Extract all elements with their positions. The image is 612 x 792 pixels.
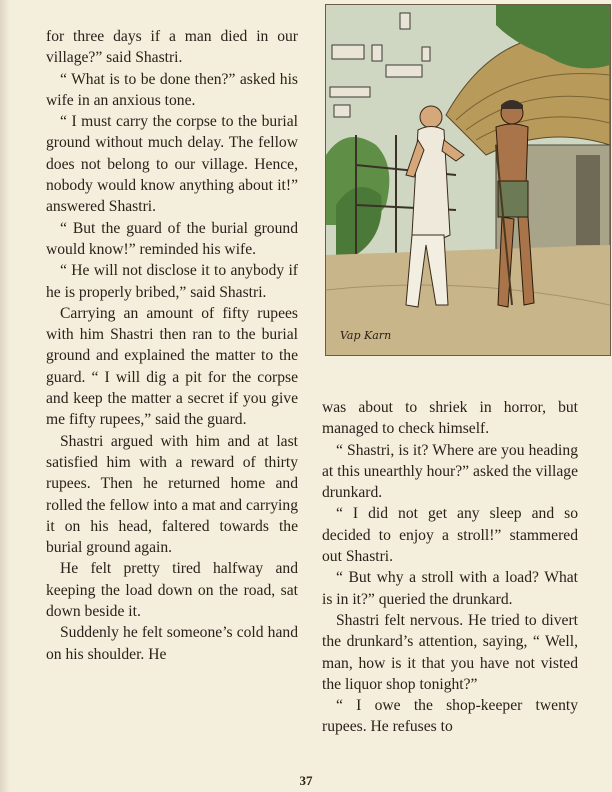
paragraph: “ What is to be done then?” asked his wife in an anxious tone. <box>46 70 298 109</box>
paragraph: “ But why a stroll with a load? What is in it?” queried the drunkard. <box>322 569 578 608</box>
paragraph: Shastri argued with him and at last satisfied him with a reward of thirty rupees. Then he returned home and rolled the fellow into a mat and carrying it on his head, faltered towards the burial ground again. <box>46 432 298 557</box>
page-number: 37 <box>299 773 313 788</box>
paragraph: Suddenly he felt someone’s cold hand on his shoulder. He <box>46 624 298 663</box>
story-illustration <box>325 4 611 356</box>
paragraph: “ He will not disclose it to anybody if he is properly bribed,” said Shastri. <box>46 262 298 301</box>
left-text-column <box>46 26 298 665</box>
paragraph: “ I owe the shop-keeper twenty rupees. He refuses to <box>322 697 578 736</box>
paragraph: for three days if a man died in our village?” said Shastri. <box>46 28 298 67</box>
paragraph: Carrying an amount of fifty rupees with him Shastri then ran to the burial ground and explained the matter to the guard. “ I will dig a pit for the corpse and keep the matter a secret if you give me fifty rupees,” said the guard. <box>46 304 298 429</box>
paragraph: was about to shriek in horror, but managed to check himself. <box>322 399 578 438</box>
paragraph: “ But the guard of the burial ground would know!” reminded his wife. <box>46 219 298 258</box>
paragraph: “ I must carry the corpse to the burial ground without much delay. The fellow does not belong to our village. Hence, nobody would know anything about it!” answered Shastri. <box>46 113 298 216</box>
page-edge-shadow <box>0 0 10 792</box>
right-text-column <box>322 397 578 738</box>
paragraph: Shastri felt nervous. He tried to divert the drunkard’s attention, saying, “ Well, man, how is it that you have not visted the liquor shop tonight?” <box>322 611 578 693</box>
paragraph: “ I did not get any sleep and so decided to enjoy a stroll!” stammered out Shastri. <box>322 505 578 566</box>
illustration-drawing <box>326 5 610 355</box>
paragraph: He felt pretty tired halfway and keeping the load down on the road, sat down beside it. <box>46 560 298 621</box>
artist-signature: Vap Karn <box>340 329 392 342</box>
paragraph: “ Shastri, is it? Where are you heading at this unearthly hour?” asked the village drunkard. <box>322 441 578 502</box>
